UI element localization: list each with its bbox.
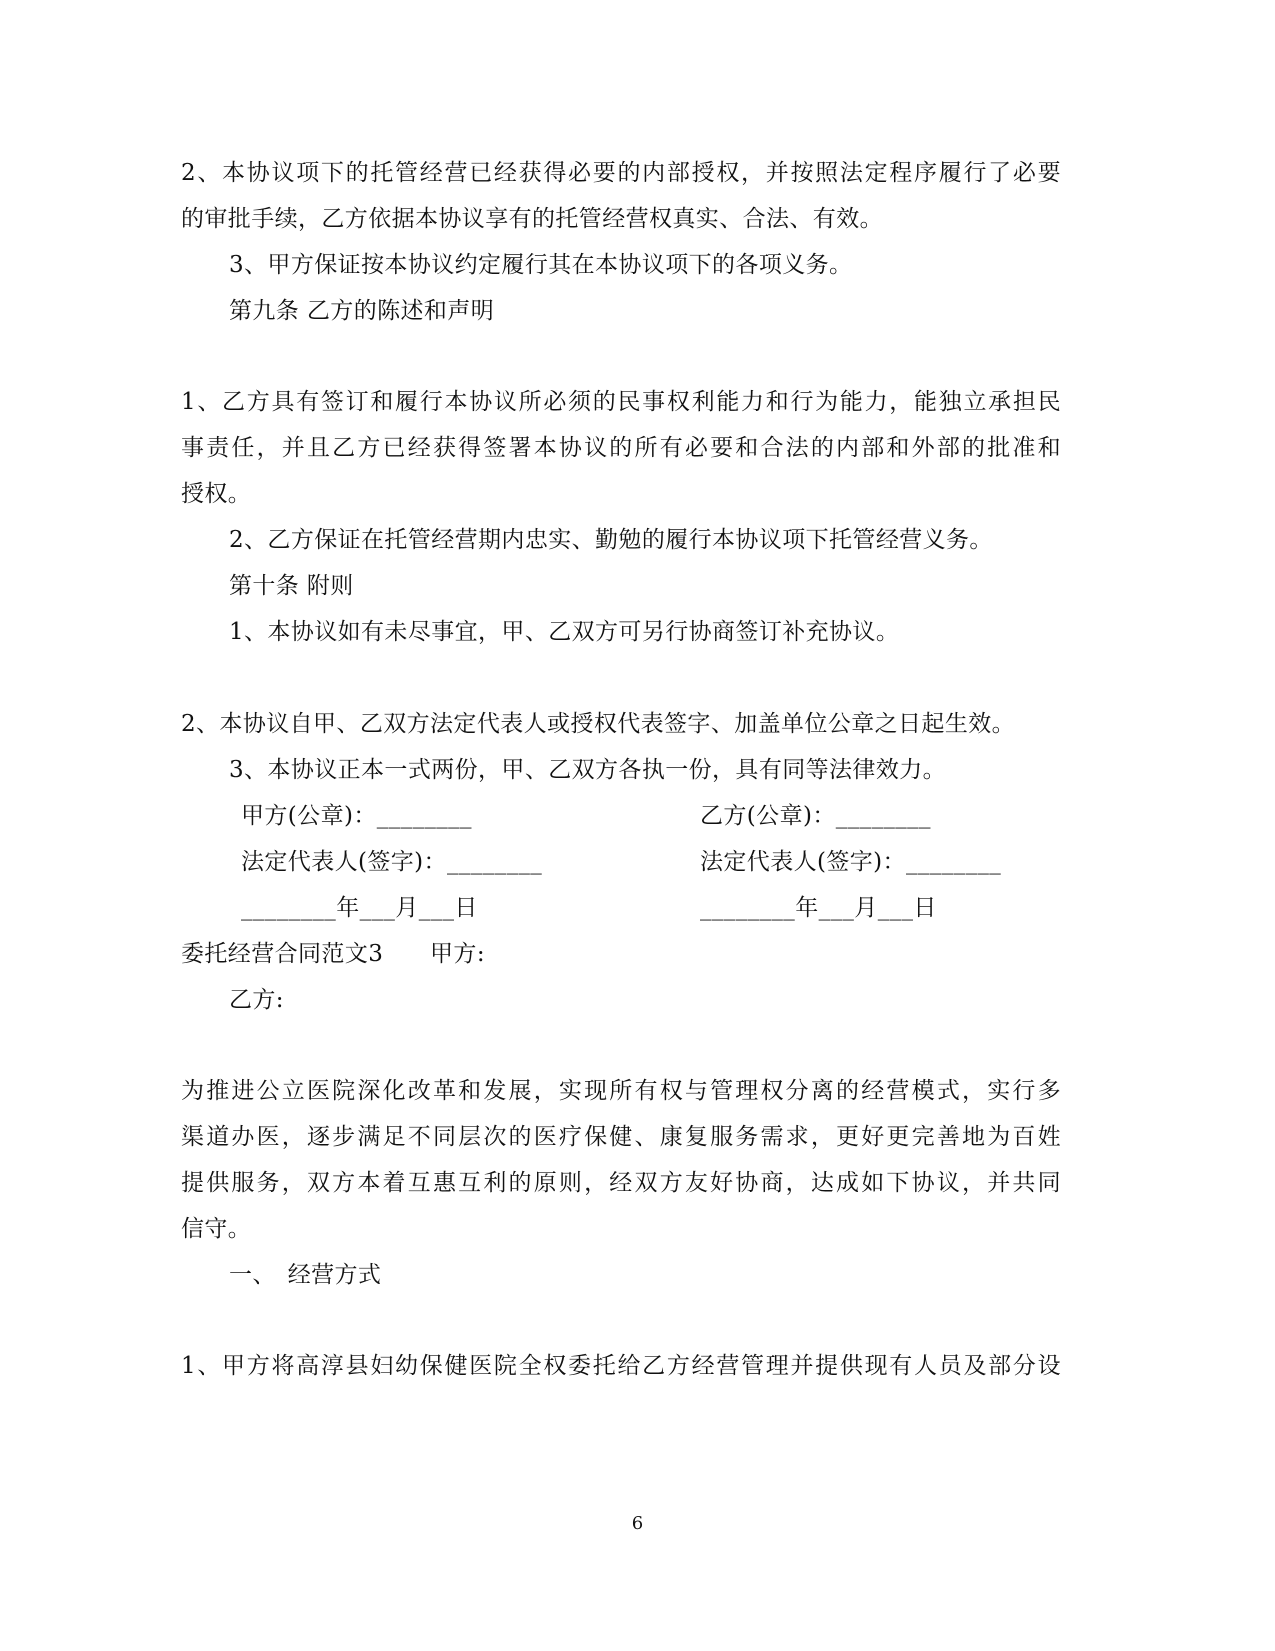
paragraph-line: 为推进公立医院深化改革和发展，实现所有权与管理权分离的经营模式，实行多 (181, 1078, 1061, 1104)
paragraph-line: 2、本协议项下的托管经营已经获得必要的内部授权，并按照法定程序履行了必要 (181, 160, 1061, 186)
paragraph-line: 事责任，并且乙方已经获得签署本协议的所有必要和合法的内部和外部的批准和 (181, 435, 1061, 461)
party-b-label: 乙方: (229, 987, 284, 1013)
page-number: 6 (631, 1513, 644, 1534)
paragraph-line: 的审批手续，乙方依据本协议享有的托管经营权真实、合法、有效。 (181, 206, 883, 232)
party-b-representative-field: 法定代表人(签字)：________ (700, 849, 1002, 875)
paragraph-line: 3、甲方保证按本协议约定履行其在本协议项下的各项义务。 (229, 252, 853, 278)
article-heading: 第九条 乙方的陈述和声明 (229, 298, 495, 324)
article-heading: 第十条 附则 (229, 573, 354, 599)
paragraph-line: 授权。 (181, 481, 252, 507)
paragraph-line: 渠道办医，逐步满足不同层次的医疗保健、康复服务需求，更好更完善地为百姓 (181, 1124, 1061, 1150)
paragraph-line: 1、本协议如有未尽事宜，甲、乙双方可另行协商签订补充协议。 (229, 619, 900, 645)
section-heading: 一、 经营方式 (229, 1262, 382, 1288)
paragraph-line: 信守。 (181, 1216, 252, 1242)
contract-title: 委托经营合同范文3 甲方: (181, 941, 485, 967)
paragraph-line: 1、甲方将高淳县妇幼保健医院全权委托给乙方经营管理并提供现有人员及部分设 (181, 1353, 1061, 1379)
paragraph-line: 2、乙方保证在托管经营期内忠实、勤勉的履行本协议项下托管经营义务。 (229, 527, 993, 553)
party-a-representative-field: 法定代表人(签字)：________ (241, 849, 543, 875)
paragraph-line: 3、本协议正本一式两份，甲、乙双方各执一份，具有同等法律效力。 (229, 757, 947, 783)
party-b-seal-field: 乙方(公章)：________ (700, 803, 931, 829)
paragraph-line: 1、乙方具有签订和履行本协议所必须的民事权利能力和行为能力，能独立承担民 (181, 389, 1061, 415)
party-a-seal-field: 甲方(公章)：________ (241, 803, 472, 829)
paragraph-line: 2、本协议自甲、乙双方法定代表人或授权代表签字、加盖单位公章之日起生效。 (181, 711, 1016, 737)
paragraph-line: 提供服务，双方本着互惠互利的原则，经双方友好协商，达成如下协议，并共同 (181, 1170, 1061, 1196)
party-a-date-field: ________年___月___日 (241, 895, 478, 921)
party-b-date-field: ________年___月___日 (700, 895, 937, 921)
